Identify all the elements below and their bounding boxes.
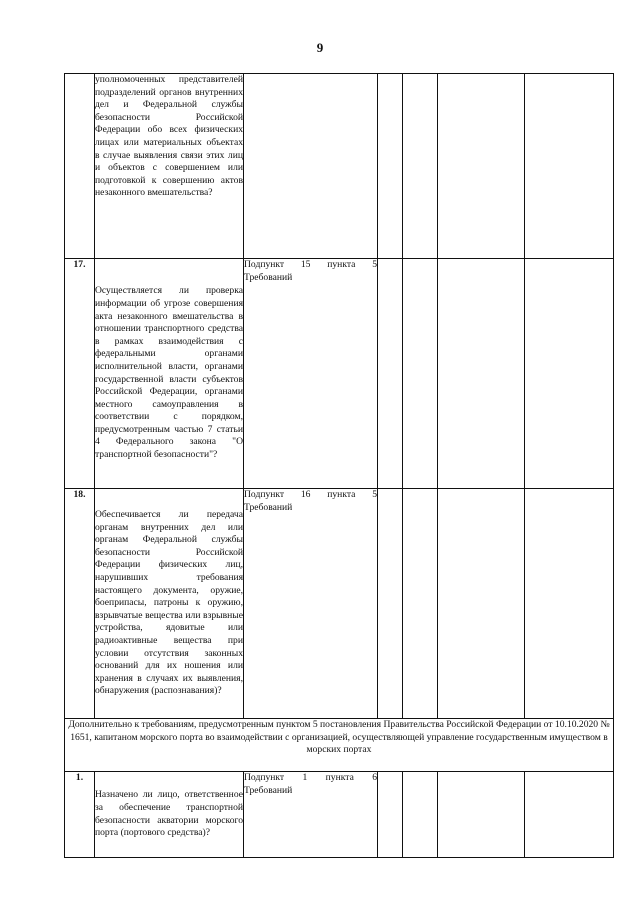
answer-yes-cell[interactable] [378, 489, 403, 719]
notes-cell[interactable] [525, 259, 614, 489]
table-row [65, 74, 614, 259]
not-applicable-cell[interactable] [438, 74, 525, 259]
legal-reference: Подпункт 16 пункта 5 Требований [244, 489, 378, 719]
row-number: 1. [65, 772, 95, 858]
legal-reference: Подпункт 1 пункта 6 Требований [244, 772, 378, 858]
requirement-question [95, 489, 244, 719]
answer-no-cell[interactable] [403, 259, 438, 489]
question-text: Осуществляется ли проверка информации об угрозе совершения акта незаконного вмешательства в отношении транспортного средства в рамках взаимодействия с федеральными органами исполнительной власти, органами государственной власти субъектов Российской Федерации, органами местного самоуправления в соответствии с порядком, предусмотренным частью 7 статьи 4 Федерального закона "О транспортной безопасности"? [95, 285, 243, 461]
page-number: 9 [316, 40, 324, 55]
section-header-row [65, 719, 614, 772]
not-applicable-cell[interactable] [438, 772, 525, 858]
row-number: 17. [65, 259, 95, 489]
not-applicable-cell[interactable] [438, 489, 525, 719]
requirement-question [95, 772, 244, 858]
answer-yes-cell[interactable] [378, 74, 403, 259]
table-row [65, 259, 614, 489]
question-text: уполномоченных представителей подразделений органов внутренних дел и Федеральной службы безопасности Российской Федерации обо всех физических лицах или материальных объектах в случае выявления связи этих лиц и объектов с совершением или подготовкой к совершению актов незаконного вмешательства? [95, 74, 243, 199]
question-text: Обеспечивается ли передача органам внутренних дел или органам Федеральной службы безопасности Российской Федерации физических лиц, нарушивших требования настоящего документа, оружие, боеприпасы, патроны к оружию, взрывчатые вещества или взрывные устройства, ядовитые или радиоактивные вещества при условии отсутствия законных оснований для их ношения или хранения в случаях их выявления, обнаружения (распознавания)? [95, 509, 243, 697]
answer-yes-cell[interactable] [378, 772, 403, 858]
notes-cell[interactable] [525, 489, 614, 719]
answer-no-cell[interactable] [403, 772, 438, 858]
table-row [65, 489, 614, 719]
row-number [65, 74, 95, 259]
answer-no-cell[interactable] [403, 74, 438, 259]
section-header: Дополнительно к требованиям, предусмотренным пунктом 5 постановления Правительства Российской Федерации от 10.10.2020 № 1651, капитаном морского порта во взаимодействии с организацией, осуществляющей управление государственным имуществом в морских портах [65, 719, 614, 772]
requirement-question [95, 259, 244, 489]
legal-reference: Подпункт 15 пункта 5 Требований [244, 259, 378, 489]
table-row [65, 772, 614, 858]
checklist-table [64, 73, 614, 858]
notes-cell[interactable] [525, 74, 614, 259]
legal-reference [244, 74, 378, 259]
notes-cell[interactable] [525, 772, 614, 858]
row-number: 18. [65, 489, 95, 719]
answer-yes-cell[interactable] [378, 259, 403, 489]
requirement-question [95, 74, 244, 259]
answer-no-cell[interactable] [403, 489, 438, 719]
not-applicable-cell[interactable] [438, 259, 525, 489]
question-text: Назначено ли лицо, ответственное за обеспечение транспортной безопасности акватории морского порта (портового средства)? [95, 789, 243, 839]
